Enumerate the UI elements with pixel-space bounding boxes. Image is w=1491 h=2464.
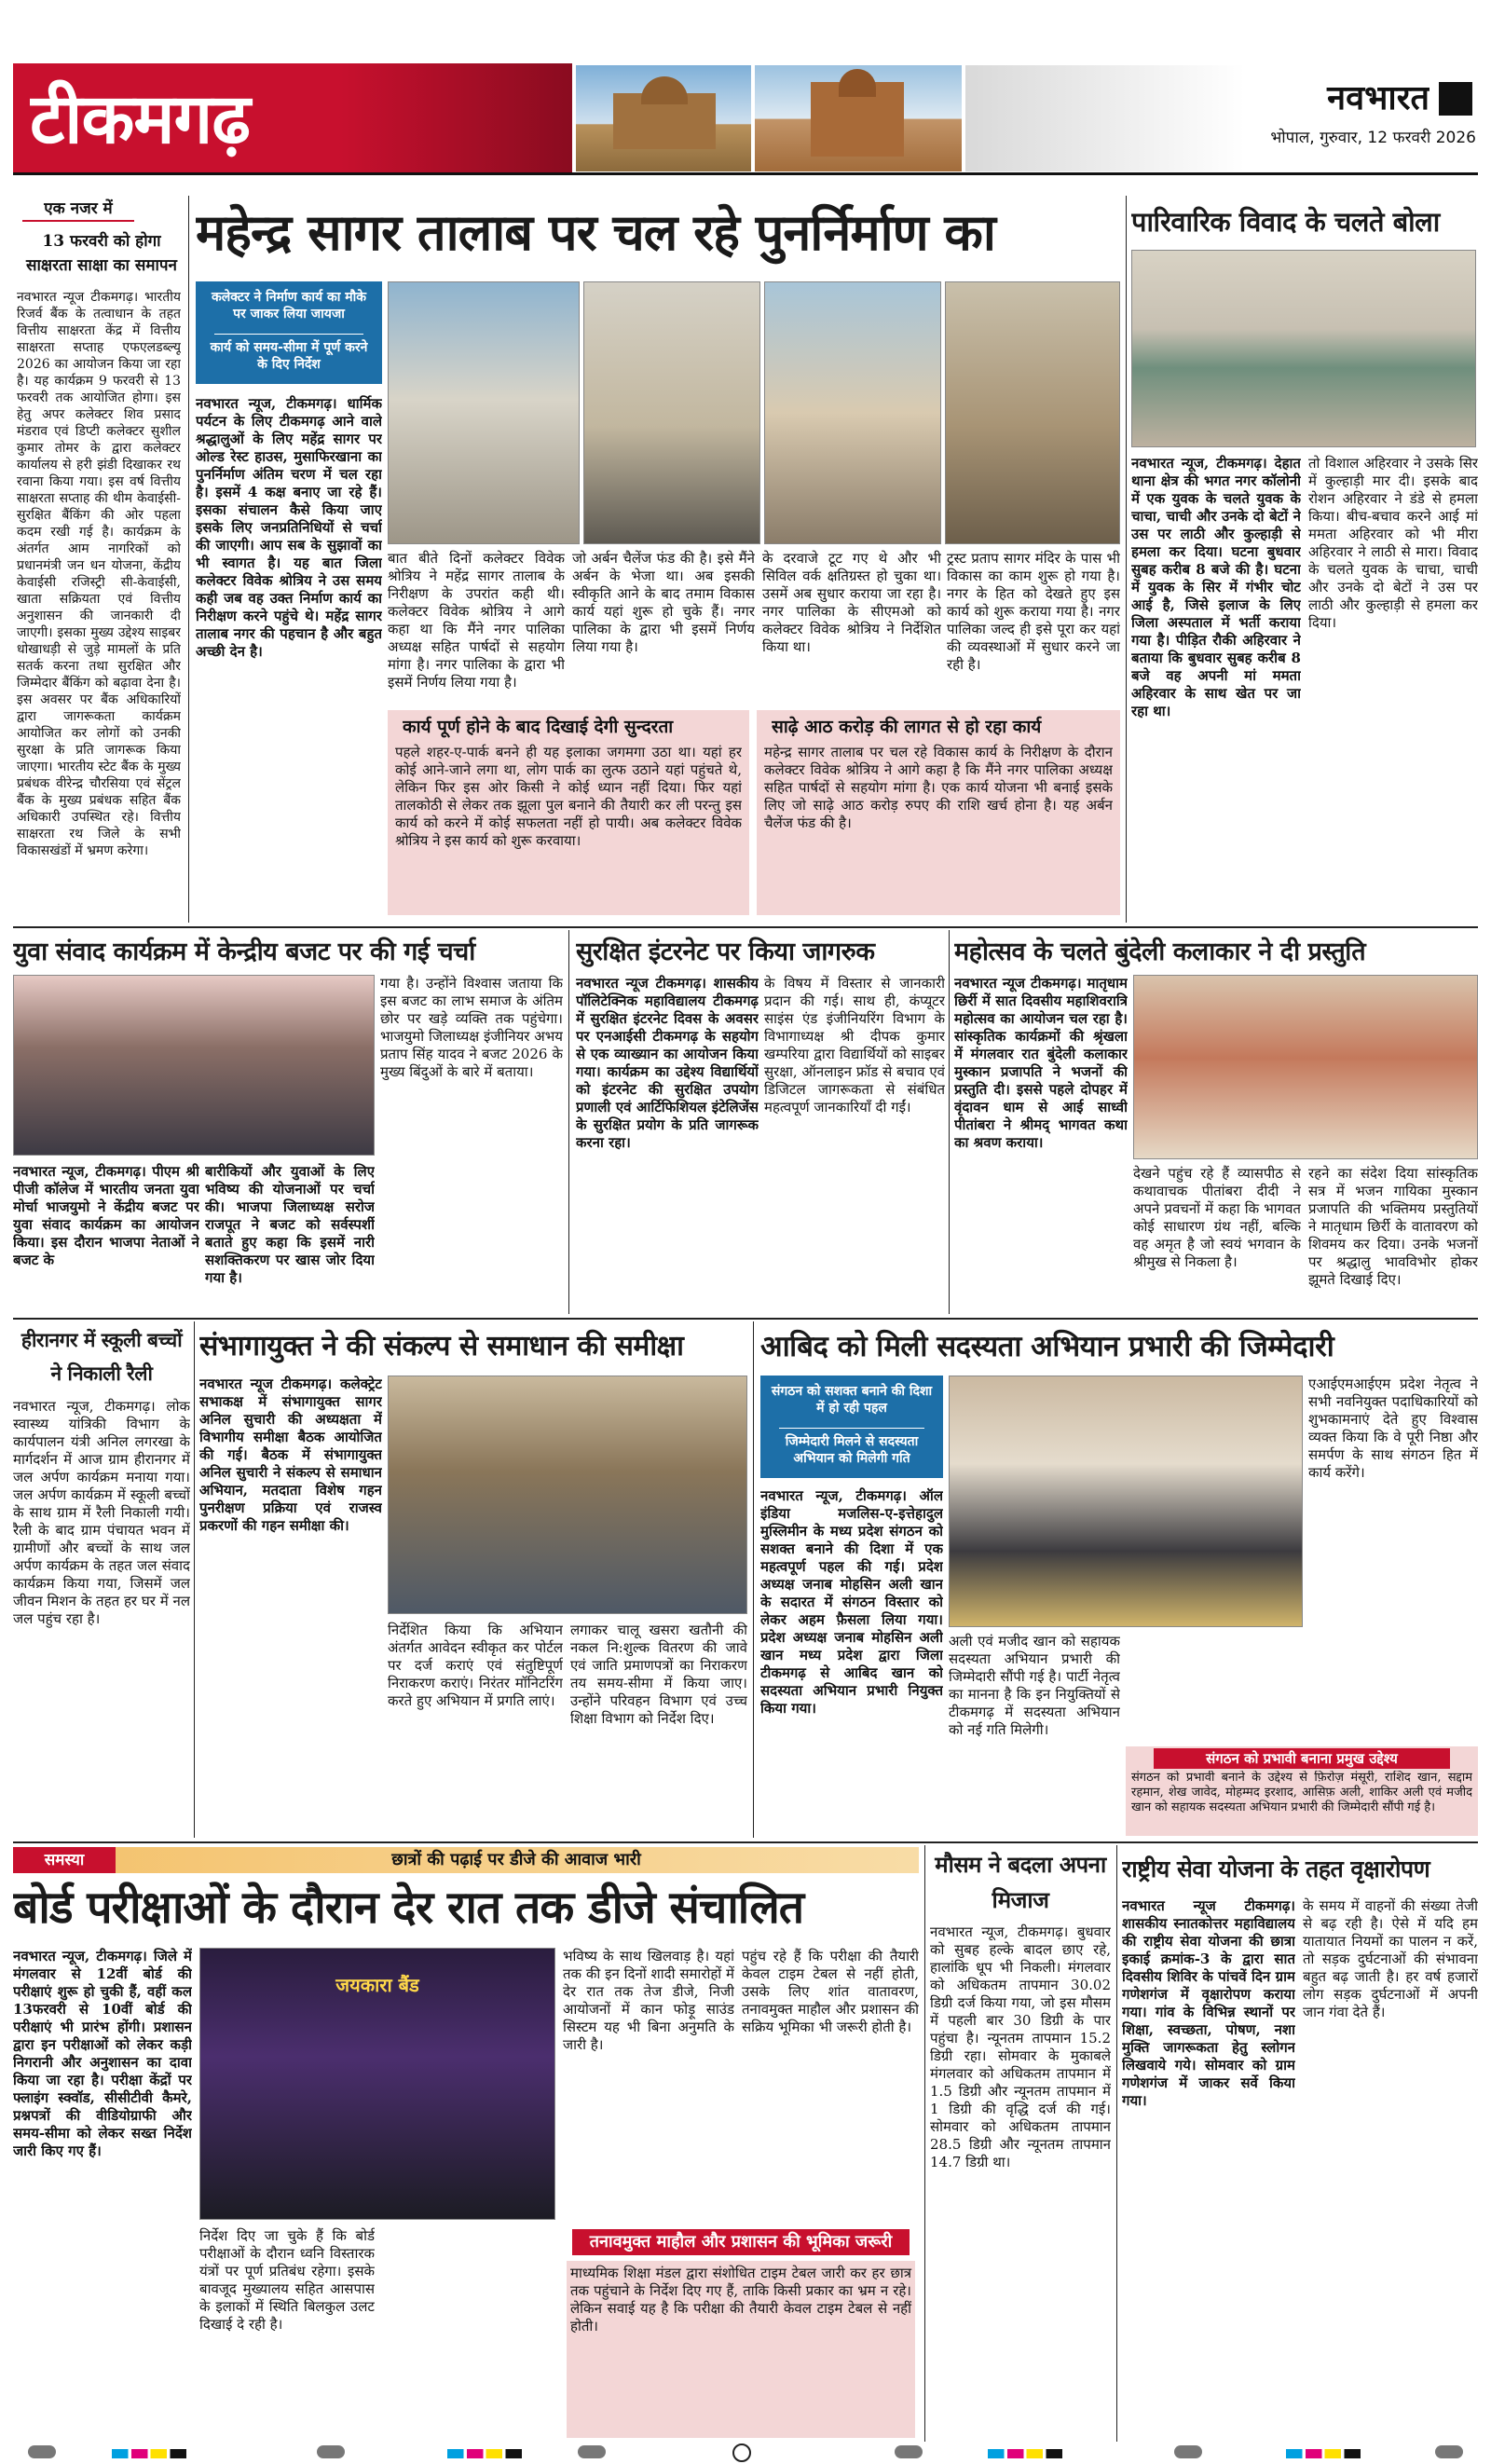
story2-col2: तो विशाल अहिरवार ने उसके सिर में कुल्हाड़ी मार दी। इसके बाद रोशन अहिरवार ने डंडे से हमला किया। बीच-बचाव करने आई मां ममता अहिरवार को भी मीरा अहिरवार ने लाठी से मारा। विवाद के चलते युवक के चाचा, चाची और उनके दो बेटों ने उस पर लाठी और कुल्हाड़ी से हमला कर दिया। xyxy=(1308,455,1478,631)
photo-festival xyxy=(1133,975,1478,1159)
photo-collector-inspection xyxy=(583,281,760,544)
photo-steps xyxy=(764,281,941,544)
story10-headline: मौसम ने बदला अपना मिजाज xyxy=(935,1852,1106,1913)
box-title: तनावमुक्त माहौल और प्रशासन की भूमिका जरूरी xyxy=(572,2229,910,2255)
registration-mark xyxy=(895,2445,923,2458)
color-dots xyxy=(447,2449,522,2458)
column-rule xyxy=(1126,196,1127,923)
registration-mark xyxy=(317,2445,345,2458)
story9-lead: नवभारत न्यूज, टीकमगढ़। जिले में मंगलवार से 12वीं बोर्ड की परीक्षाएं शुरू हो चुकी हैं, वहीं कल 13फरवरी से 10वीं बोर्ड की परीक्षाएं भी प्रारंभ होंगी। प्रशासन द्वारा इन परीक्षाओं को लेकर कड़ी निगरानी और अनुशासन का दावा किया जा रहा है। परीक्षा केंद्रों पर फ्लाइंग स्क्वॉड, सीसीटीवी कैमरे, प्रश्नपत्रों की वीडियोग्राफी और समय-सीमा को लेकर सख्त निर्देश जारी किए गए हैं। xyxy=(13,1948,192,2159)
story1-headline: महेन्द्र सागर तालाब पर चल रहे पुनर्निर्माण का xyxy=(196,203,995,262)
story8-col3: एआईएमआईएम प्रदेश नेतृत्व ने सभी नवनियुक्त पदाधिकारियों को शुभकामनाएं देते हुए विश्वास व्यक्त किया कि वे पूरी निष्ठा और समर्पण के साथ संगठन हित में कार्य करेंगे। xyxy=(1308,1376,1478,1481)
photo-dj-system xyxy=(199,1948,555,2220)
story3-lead: नवभारत न्यूज, टीकमगढ़। पीएम श्री पीजी कॉलेज में भारतीय जनता युवा मोर्चा भाजयुमो ने केंद्रीय बजट पर युवा संवाद कार्यक्रम का आयोजन किया। इस दौरान भाजपा नेताओं ने बजट के xyxy=(13,1163,199,1268)
registration-mark xyxy=(28,2445,56,2458)
story9-col2: निर्देश दिए जा चुके हैं कि बोर्ड परीक्षाओं के दौरान ध्वनि विस्तारक यंत्रों पर पूर्ण प्रतिबंध रहेगा। इसके बावजूद मुख्यालय सहित आसपास के इलाकों में स्थिति बिलकुल उलट दिखाई दे रही है। xyxy=(199,2227,375,2333)
story7-col2: निर्देशित किया कि अभियान अंतर्गत आवेदन स्वीकृत कर पोर्टल पर दर्ज कराएं एवं संतुष्टिपूर्ण निराकरण कराएं। निरंतर मॉनिटरिंग करते हुए अभियान में प्रगति लाएं। xyxy=(388,1622,563,1709)
story1-lead: नवभारत न्यूज, टीकमगढ़। धार्मिक पर्यटन के लिए टीकमगढ़ आने वाले श्रद्धालुओं के लिए महेंद्र सागर पर ओल्ड रेस्ट हाउस, मुसाफिरखाना का पुनर्निर्माण अंतिम चरण में चल रहा है। इसमें 4 कक्ष बनाए जा रहे हैं। इसका संचालन कैसे किया जाए इसके लिए जनप्रतिनिधियों से चर्चा की जाएगी। आप सब के सुझावों का भी स्वागत है। यह बात जिला कलेक्टर विवेक श्रोत्रिय ने उस समय कही जब वह उक्त निर्माण कार्य का निरीक्षण करने पहुंचे थे। महेंद्र सागर तालाब नगर की पहचान है और बहुत अच्छी देन है। xyxy=(196,395,382,660)
story1-pullquote xyxy=(196,281,382,384)
story5-headline: महोत्सव के चलते बुंदेली कलाकार ने दी प्रस्तुति xyxy=(954,938,1366,966)
story8-box xyxy=(1126,1746,1478,1836)
column-rule xyxy=(753,1321,754,1838)
story5-col3: रहने का संदेश दिया सांस्कृतिक सत्र में भजन गायिका मुस्कान प्रजापति की भक्तिमय प्रस्तुतियों ने मातृधाम छिर्री के वातावरण को शिवमय कर दिया। उनके भजनों पर श्रद्धालु भावविभोर होकर झूमते दिखाई दिए। xyxy=(1308,1165,1478,1288)
story9-col3: भविष्य के साथ खिलवाड़ है। यहां तक की इन दिनों शादी समारोहों में देर रात तक तेज डीजे, निजी आयोजनों में कान फोड़ू साउंड सिस्टम यह भी बिना अनुमति के जारी है। xyxy=(563,1948,734,2053)
registration-mark xyxy=(1174,2445,1202,2458)
story1-col2: बात बीते दिनों कलेक्टर विवेक श्रोत्रिय ने महेंद्र सागर तालाब के निरीक्षण के उपरांत कही थी। कलेक्टर विवेक श्रोत्रिय ने आगे कहा था कि मैंने नगर पालिका अध्यक्ष सहित पार्षदों से सहयोग मांगा है। नगर पालिका के द्वारा भी इसमें निर्णय लिया गया है। xyxy=(388,550,565,691)
story9-col4: पहुंच रहे हैं कि परीक्षा की तैयारी केवल टाइम टेबल से नहीं होती, उसके लिए शांत वातावरण, तनावमुक्त माहौल और प्रशासन की सक्रिय भूमिका भी जरूरी होती है। xyxy=(742,1948,919,2035)
pullquote-1: संगठन को सशक्त बनाने की दिशा में हो रही पहल xyxy=(771,1384,933,1416)
header-fade xyxy=(965,65,1245,171)
box-title: संगठन को प्रभावी बनाना प्रमुख उद्देश्य xyxy=(1154,1748,1450,1769)
section-rule xyxy=(13,1318,1478,1320)
color-dots xyxy=(112,2449,186,2458)
photo-felicitation xyxy=(949,1376,1303,1627)
color-dots xyxy=(988,2449,1062,2458)
city-title: टीकमगढ़ xyxy=(30,79,250,159)
story3-headline: युवा संवाद कार्यक्रम में केन्द्रीय बजट पर की गई चर्चा xyxy=(13,938,475,966)
story3-col2: गया है। उन्होंने विश्वास जताया कि इस बजट का लाभ समाज के अंतिम छोर पर खड़े व्यक्ति तक पहुंचेगा। भाजयुमो जिलाध्यक्ष इंजीनियर अभय प्रताप सिंह यादव ने बजट 2026 के मुख्य बिंदुओं के बारे में बताया। xyxy=(380,975,563,1080)
box2-title: साढ़े आठ करोड़ की लागत से हो रहा कार्य xyxy=(772,717,1042,737)
story6-headline: हीरानगर में स्कूली बच्चों ने निकाली रैली xyxy=(21,1329,183,1385)
story11-col2: के समय में वाहनों की संख्या तेजी से बढ़ रही है। ऐसे में यदि हम यातायात नियमों का पालन न करें, तो सड़क दुर्घटनाओं की संभावना बहुत बढ़ जाती है। हर वर्ष हजारों लोग सड़क दुर्घटनाओं में अपनी जान गंवा देते हैं। xyxy=(1303,1897,1478,2020)
column-rule xyxy=(194,1321,195,1838)
story10-body: नवभारत न्यूज, टीकमगढ़। बुधवार को सुबह हल्के बादल छाए रहे, हालांकि धूप भी निकली। मंगलवार को अधिकतम तापमान 30.02 डिग्री दर्ज किया गया, जो इस मौसम में पहली बार 30 डिग्री के पार पहुंचा है। न्यूनतम तापमान 15.2 डिग्री रहा। सोमवार के मुकाबले मंगलवार को अधिकतम तापमान में 1.5 डिग्री और न्यूनतम तापमान में 1 डिग्री की वृद्धि दर्ज की गई। सोमवार को अधिकतम तापमान 28.5 डिग्री और न्यूनतम तापमान 14.7 डिग्री था। xyxy=(930,1923,1111,2170)
story8-lead: नवभारत न्यूज, टीकमगढ़। ऑल इंडिया मजलिस-ए-इत्तेहादुल मुस्लिमीन के मध्य प्रदेश संगठन को सशक्त बनाने की दिशा में एक महत्वपूर्ण पहल की गई। प्रदेश अध्यक्ष जनाब मोहसिन अली खान के सदारत में संगठन विस्तार को लेकर अहम फ़ैसला लिया गया। प्रदेश अध्यक्ष जनाब मोहसिन अली खान मध्य प्रदेश द्वारा जिला टीकमगढ़ से आबिद खान को सदस्यता अभियान प्रभारी नियुक्त किया गया। xyxy=(760,1487,943,1717)
dj-banner-text: जयकारा बैंड xyxy=(335,1974,419,1996)
sidebar xyxy=(13,196,185,923)
column-rule xyxy=(1116,1845,1117,2442)
box1-title: कार्य पूर्ण होने के बाद दिखाई देगी सुन्दरता xyxy=(403,717,674,737)
section-rule xyxy=(13,926,1478,928)
story8-headline: आबिद को मिली सदस्यता अभियान प्रभारी की जिम्मेदारी xyxy=(760,1330,1334,1363)
story4-lead: नवभारत न्यूज टीकमगढ़। शासकीय पॉलिटेक्निक महाविद्यालय टीकमगढ़ में सुरक्षित इंटरनेट दिवस के अवसर पर एनआईसी टीकमगढ़ के सहयोग से एक व्याख्यान का आयोजन किया गया। कार्यक्रम का उद्देश्य विद्यार्थियों को इंटरनेट की सुरक्षित उपयोग प्रणाली एवं आर्टिफिशियल इंटेलिजेंस के सुरक्षित प्रयोग के प्रति जागरूक करना रहा। xyxy=(576,975,759,1151)
column-rule xyxy=(568,930,569,1314)
story2-headline: पारिवारिक विवाद के चलते बोला xyxy=(1131,206,1440,238)
sidebar-body: नवभारत न्यूज टीकमगढ़। भारतीय रिजर्व बैंक के तत्वाधान के तहत वित्तीय साक्षरता केंद्र में वित्तीय साक्षरता सप्ताह एफएलडब्ल्यू 2026 का आयोजन किया जा रहा है। यह कार्यक्रम 9 फरवरी से 13 फरवरी तक आयोजित होगा। इस हेतु अपर कलेक्टर शिव प्रसाद मंडराव एवं डिप्टी कलेक्टर सुशील कुमार तोमर के द्वारा कलेक्टर कार्यालय से हरी झंडी दिखाकर रथ रवाना किया गया। इस वर्ष वित्तीय साक्षरता सप्ताह की थीम केवाईसी-सुरक्षित बैंकिंग की ओर पहला कदम रखी गई है। कार्यक्रम के अंतर्गत आम नागरिकों को प्रधानमंत्री जन धन योजना, केंद्रीय केवाईसी रजिस्ट्री सी-केवाईसी, खाता सक्रियता एवं वित्तीय अनुशासन की जानकारी दी जाएगी। इसका मुख्य उद्देश्य साइबर धोखाधड़ी से जुड़े मामलों के प्रति सतर्क करना तथा सुरक्षित और जिम्मेदार बैंकिंग को बढ़ावा देना है। इस अवसर पर बैंक अधिकारियों द्वारा जागरूकता कार्यक्रम आयोजित कर लोगों को उनकी सुरक्षा के प्रति जागरूक किया जाएगा। भारतीय स्टेट बैंक के मुख्य प्रबंधक वीरेन्द्र चौरसिया एवं सेंट्रल बैंक के मुख्य प्रबंधक सहित बैंक अधिकारी उपस्थित रहे। वित्तीय साक्षरता रथ जिले के सभी विकासखंडों में भ्रमण करेगा। xyxy=(17,290,181,858)
box-body: माध्यमिक शिक्षा मंडल द्वारा संशोधित टाइम टेबल जारी कर हर छात्र तक पहुंचाने के निर्देश दिए गए हैं, ताकि किसी प्रकार का भ्रम न रहे। लेकिन सवाई यह है कि परीक्षा की तैयारी केवल टाइम टेबल से नहीं होती। xyxy=(567,2261,915,2438)
color-dots xyxy=(1286,2449,1361,2458)
story7-col3: लगाकर चालू खसरा खतौनी की नकल नि:शुल्क वितरण की जावे एवं जाति प्रमाणपत्रों का निराकरण तय समय-सीमा में किया जाए। उन्होंने परिवहन विभाग एवं उच्च शिक्षा विभाग को निर्देश दिए। xyxy=(570,1622,747,1727)
registration-mark xyxy=(1435,2445,1463,2458)
photo-youth-meeting xyxy=(13,975,375,1156)
print-registration-strip xyxy=(0,2442,1491,2464)
kicker-label: समस्या xyxy=(13,1847,116,1873)
newspaper-name: नवभारत xyxy=(1327,79,1429,117)
column-rule xyxy=(949,930,950,1314)
story1-box1 xyxy=(388,710,749,915)
city-banner xyxy=(13,63,572,173)
story9-kicker-bar xyxy=(13,1847,919,1873)
sidebar-headline: 13 फरवरी को होगा साक्षरता साक्षा का समापन xyxy=(26,232,177,275)
story3-col3: बारीकियों और युवाओं के लिए भविष्य की योजनाओं पर चर्चा की। भाजपा जिलाध्यक्ष सरोज राजपूत ने बजट को सर्वस्पर्शी बताते हुए कहा कि इसमें नारी सशक्तिकरण पर खास जोर दिया गया है। xyxy=(205,1163,375,1286)
story1-col4: के दरवाजे टूट गए थे और भी सिविल वर्क क्षतिग्रस्त हो चुका था। उसमें अब सुधार कराया जा रहा है। नगर पालिका के सीएमओ को कलेक्टर विवेक श्रोत्रिय ने निर्देशित किया था। xyxy=(762,550,941,655)
story11-body: नवभारत न्यूज टीकमगढ़। शासकीय स्नातकोत्तर महाविद्यालय की राष्ट्रीय सेवा योजना की छात्रा इकाई क्रमांक-3 के द्वारा सात दिवसीय शिविर के पांचवें दिन ग्राम गणेशगंज में वृक्षारोपण कराया गया। गांव के विभिन्न स्थानों पर शिक्षा, स्वच्छता, पोषण, नशा मुक्ति जागरूकता हेतु स्लोगन लिखवाये गये। सोमवार को ग्राम गणेशगंज में जाकर सर्वे किया गया। xyxy=(1122,1897,1295,2109)
masthead xyxy=(13,62,1478,175)
box-body: संगठन को प्रभावी बनाने के उद्देश्य से फ़िरोज़ मंसूरी, राशिद खान, सद्दाम रहमान, शेख जावेद, मोहम्मद इरशाद, आसिफ़ अली, शाकिर अली एवं मजीद खान को सहायक सदस्यता अभियान प्रभारी की जिम्मेदारी सौंपी गई है। xyxy=(1131,1771,1472,1814)
column-rule xyxy=(924,1845,925,2442)
story7-lead: नवभारत न्यूज टीकमगढ़। कलेक्ट्रेट सभाकक्ष में संभागायुक्त सागर अनिल सुचारी की अध्यक्षता में विभागीय समीक्षा बैठक आयोजित की गई। बैठक में संभागायुक्त अनिल सुचारी ने संकल्प से समाधान अभियान, मतदाता विशेष गहन पुनरीक्षण प्रक्रिया एवं राजस्व प्रकरणों की गहन समीक्षा की। xyxy=(199,1376,382,1534)
story5-col2: देखने पहुंच रहे हैं व्यासपीठ से कथावाचक पीतांबरा दीदी ने अपने प्रवचनों में कहा कि भागवत कोई साधारण ग्रंथ नहीं, बल्कि वह अमृत है जो स्वयं भगवान के श्रीमुख से निकला है। xyxy=(1133,1165,1301,1270)
story1-col3: जो अर्बन चैलेंज फंड की है। इसे मैंने अर्बन के भेजा था। अब इसकी स्वीकृति आने के बाद तमाम विकास कार्य यहां शुरू हो चुके हैं। नगर पालिका के द्वारा भी इसमें निर्णय लिया गया है। xyxy=(572,550,755,655)
story1-col5: ट्रस्ट प्रताप सागर मंदिर के पास भी विकास का काम शुरू हो गया है। नगर के हित को देखते हुए इस कार्य को शुरू कराया गया है। नगर पालिका जल्द ही इसे पूरा कर यहां की व्यवस्थाओं में सुधार करने जा रही है। xyxy=(947,550,1120,673)
section-rule xyxy=(13,1841,1478,1843)
story8-col2: अली एवं मजीद खान को सहायक सदस्यता अभियान प्रभारी की जिम्मेदारी सौंपी गई है। पार्टी नेतृत्व का मानना है कि इन नियुक्तियों से टीकमगढ़ में सदस्यता अभियान को नई गति मिलेगी। xyxy=(949,1633,1120,1738)
dateline: भोपाल, गुरुवार, 12 फरवरी 2026 xyxy=(1270,129,1476,147)
story11-headline: राष्ट्रीय सेवा योजना के तहत वृक्षारोपण xyxy=(1122,1855,1430,1882)
city-skyline-image xyxy=(576,65,751,171)
sidebar-tag: एक नजर में xyxy=(22,196,134,222)
story9-headline: बोर्ड परीक्षाओं के दौरान देर रात तक डीजे संचालित xyxy=(13,1882,804,1934)
box1-body: पहले शहर-ए-पार्क बनने ही यह इलाका जगमगा उठा था। यहां हर कोई आने-जाने लगा था, लोग पार्क का लुत्फ उठाने यहां पहुंचते थे, लेकिन फिर इस ओर किसी ने कोई ध्यान नहीं दिया। फिर यहां तालकोठी से लेकर तक झूला पुल बनाने की तैयारी कर ली परन्तु इस कार्य को करने में कोई सफलता नहीं हो पायी। अब कलेक्टर विवेक श्रोत्रिय ने इस कार्य को शुरू करवाया। xyxy=(395,744,742,849)
registration-mark xyxy=(578,2445,606,2458)
kicker-text: छात्रों की पढ़ाई पर डीजे की आवाज भारी xyxy=(391,1850,641,1869)
box2-body: महेन्द्र सागर तालाब पर चल रहे विकास कार्य के निरीक्षण के दौरान कलेक्टर विवेक श्रोत्रिय ने आगे कहा है कि मैंने नगर पालिका अध्यक्ष सहित पार्षदों से सहयोग मांगा है। एक कार्य योजना भी बनाई इसके लिए जो साढ़े आठ करोड़ रुपए की राशि खर्च होना है। यह अर्बन चैलेंज फंड की है। xyxy=(764,744,1113,831)
story6-body: नवभारत न्यूज, टीकमगढ़। लोक स्वास्थ्य यांत्रिकी विभाग के कार्यपालन यंत्री अनिल लगरखा के मार्गदर्शन में आज ग्राम हीरानगर में जल अर्पण कार्यक्रम मनाया गया। जल अर्पण कार्यक्रम में स्कूली बच्चों के साथ ग्राम में रैली निकाली गयी। रैली के बाद ग्राम पंचायत भवन में ग्रामीणों और बच्चों के साथ जल अर्पण कार्यक्रम के तहत जल संवाद कार्यक्रम किया गया, जिसमें जल जीवन मिशन के तहत हर घर में नल जल पहुंच रहा है। xyxy=(13,1398,190,1627)
story4-col2: के विषय में विस्तार से जानकारी प्रदान की गई। साथ ही, कंप्यूटर साइंस एंड इंजीनियरिंग विभाग के विभागाध्यक्ष श्री दीपक कुमार खम्परिया द्वारा विद्यार्थियों को साइबर सुरक्षा, ऑनलाइन फ्रॉड से बचाव एवं डिजिटल जागरूकता से संबंधित महत्वपूर्ण जानकारियाँ दी गईं। xyxy=(764,975,945,1116)
story8-pullquote xyxy=(760,1376,943,1478)
temple-image xyxy=(755,65,962,171)
pullquote-2: कार्य को समय-सीमा में पूर्ण करने के दिए निर्देश xyxy=(210,340,368,372)
story9-box xyxy=(563,2227,919,2442)
story2-body: नवभारत न्यूज, टीकमगढ़। देहात थाना क्षेत्र की भगत नगर कॉलोनी में एक युवक के चलते युवक के चाचा, चाची और उनके दो बेटों ने उस पर लाठी और कुल्हाड़ी से हमला कर दिया। घटना बुधवार सुबह करीब 8 बजे की है। घटना में युवक के सिर में गंभीर चोट आई है, जिसे इलाज के लिए जिला अस्पताल में भर्ती कराया गया है। पीड़ित रौकी अहिरवार ने बताया कि बुधवार सुबह करीब 8 बजे वह अपनी मां ममता अहिरवार के साथ खेत पर जा रहा था। xyxy=(1131,455,1301,719)
story4-headline: सुरक्षित इंटरनेट पर किया जागरुक xyxy=(576,938,875,966)
story5-lead: नवभारत न्यूज टीकमगढ़। मातृधाम छिर्री में सात दिवसीय महाशिवरात्रि महोत्सव का आयोजन चल रहा है। सांस्कृतिक कार्यक्रमों की श्रृंखला में मंगलवार रात बुंदेली कलाकार मुस्कान प्रजापति ने भजनों की प्रस्तुति दी। इससे पहले दोपहर में वृंदावन धाम से आई साध्वी पीतांबरा ने श्रीमद् भागवत कथा का श्रवण कराया। xyxy=(954,975,1128,1151)
photo-hospital xyxy=(1131,250,1476,447)
crosshair-icon xyxy=(732,2443,751,2462)
column-rule xyxy=(188,196,189,923)
masthead-block xyxy=(1439,82,1472,116)
pullquote-2: जिम्मेदारी मिलने से सदस्यता अभियान को मिलेगी गति xyxy=(785,1434,919,1466)
pullquote-1: कलेक्टर ने निर्माण कार्य का मौके पर जाकर लिया जायजा xyxy=(212,290,366,322)
photo-construction xyxy=(388,281,580,544)
story1-box2 xyxy=(757,710,1120,915)
photo-review-meeting xyxy=(388,1376,747,1614)
story7-headline: संभागायुक्त ने की संकल्प से समाधान की समीक्षा xyxy=(199,1330,684,1362)
photo-gate xyxy=(945,281,1120,544)
